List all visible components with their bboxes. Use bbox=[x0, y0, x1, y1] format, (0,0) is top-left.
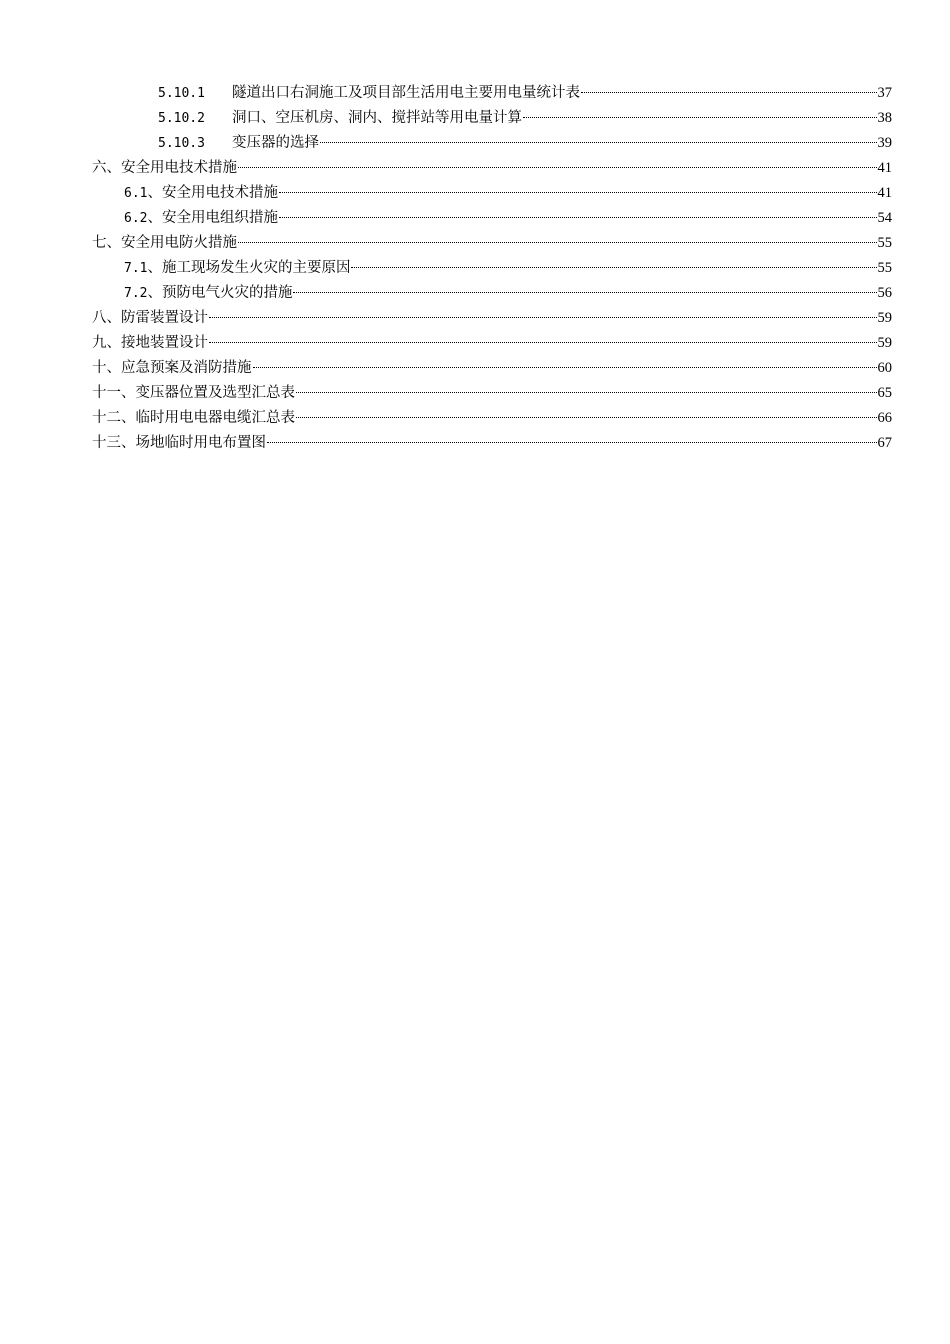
toc-entry[interactable] bbox=[92, 131, 892, 156]
toc-entry-page: 37 bbox=[877, 85, 892, 101]
toc-entry[interactable] bbox=[92, 381, 892, 406]
toc-entry[interactable] bbox=[92, 181, 892, 206]
toc-entry-page: 67 bbox=[877, 435, 892, 451]
toc-entry-number: 5.10.1 bbox=[158, 86, 205, 101]
toc-entry-number: 7.1 bbox=[124, 261, 148, 276]
toc-entry[interactable] bbox=[92, 356, 892, 381]
toc-dot-leader bbox=[296, 417, 877, 418]
toc-entry-number: 5.10.2 bbox=[158, 111, 205, 126]
toc-dot-leader bbox=[267, 442, 877, 443]
toc-entry-page: 60 bbox=[877, 360, 892, 376]
table-of-contents bbox=[92, 81, 892, 456]
toc-entry-page: 56 bbox=[877, 285, 892, 301]
toc-entry[interactable] bbox=[92, 406, 892, 431]
toc-dot-leader bbox=[320, 142, 877, 143]
toc-entry-title: 、安全用电技术措施 bbox=[147, 185, 278, 201]
toc-entry[interactable] bbox=[92, 206, 892, 231]
toc-entry-title: 六、安全用电技术措施 bbox=[92, 160, 237, 176]
toc-entry-page: 59 bbox=[877, 335, 892, 351]
toc-entry-title: 隧道出口右洞施工及项目部生活用电主要用电量统计表 bbox=[232, 85, 580, 101]
toc-entry[interactable] bbox=[92, 306, 892, 331]
toc-entry[interactable] bbox=[92, 156, 892, 181]
toc-entry-title: 、安全用电组织措施 bbox=[147, 210, 278, 226]
toc-entry-title: 、预防电气火灾的措施 bbox=[147, 285, 293, 301]
toc-entry[interactable] bbox=[92, 231, 892, 256]
toc-entry-page: 39 bbox=[877, 135, 892, 151]
toc-entry-page: 65 bbox=[877, 385, 892, 401]
toc-entry-number: 6.1 bbox=[124, 186, 148, 201]
toc-dot-leader bbox=[279, 217, 877, 218]
toc-entry-page: 59 bbox=[877, 310, 892, 326]
toc-entry-title: 洞口、空压机房、洞内、搅拌站等用电量计算 bbox=[232, 110, 522, 126]
toc-dot-leader bbox=[238, 167, 877, 168]
toc-dot-leader bbox=[351, 267, 876, 268]
toc-entry-page: 41 bbox=[877, 160, 892, 176]
toc-entry[interactable] bbox=[92, 331, 892, 356]
toc-dot-leader bbox=[209, 342, 877, 343]
toc-dot-leader bbox=[238, 242, 877, 243]
toc-entry-page: 38 bbox=[877, 110, 892, 126]
toc-entry[interactable] bbox=[92, 431, 892, 456]
toc-entry-number: 5.10.3 bbox=[158, 136, 205, 151]
toc-entry-title: 九、接地装置设计 bbox=[92, 335, 208, 351]
toc-entry-page: 66 bbox=[877, 410, 892, 426]
toc-entry-page: 55 bbox=[877, 235, 892, 251]
toc-entry[interactable] bbox=[92, 106, 892, 131]
toc-entry-page: 54 bbox=[877, 210, 892, 226]
toc-dot-leader bbox=[581, 92, 877, 93]
toc-entry-number: 7.2 bbox=[124, 286, 148, 301]
toc-dot-leader bbox=[209, 317, 877, 318]
toc-entry-title: 十二、临时用电电器电缆汇总表 bbox=[92, 410, 295, 426]
toc-entry-title: 八、防雷装置设计 bbox=[92, 310, 208, 326]
toc-entry[interactable] bbox=[92, 256, 892, 281]
toc-dot-leader bbox=[523, 117, 877, 118]
toc-entry-title: 十三、场地临时用电布置图 bbox=[92, 435, 266, 451]
toc-dot-leader bbox=[253, 367, 877, 368]
toc-entry-page: 55 bbox=[877, 260, 892, 276]
toc-dot-leader bbox=[279, 192, 877, 193]
toc-entry-page: 41 bbox=[877, 185, 892, 201]
toc-dot-leader bbox=[293, 292, 876, 293]
toc-entry-title: 十一、变压器位置及选型汇总表 bbox=[92, 385, 295, 401]
toc-dot-leader bbox=[296, 392, 877, 393]
toc-entry-title: 、施工现场发生火灾的主要原因 bbox=[147, 260, 351, 276]
toc-entry-number: 6.2 bbox=[124, 211, 148, 226]
toc-entry[interactable] bbox=[92, 281, 892, 306]
toc-entry-title: 变压器的选择 bbox=[232, 135, 319, 151]
toc-entry[interactable] bbox=[92, 81, 892, 106]
toc-entry-title: 七、安全用电防火措施 bbox=[92, 235, 237, 251]
toc-entry-title: 十、应急预案及消防措施 bbox=[92, 360, 252, 376]
